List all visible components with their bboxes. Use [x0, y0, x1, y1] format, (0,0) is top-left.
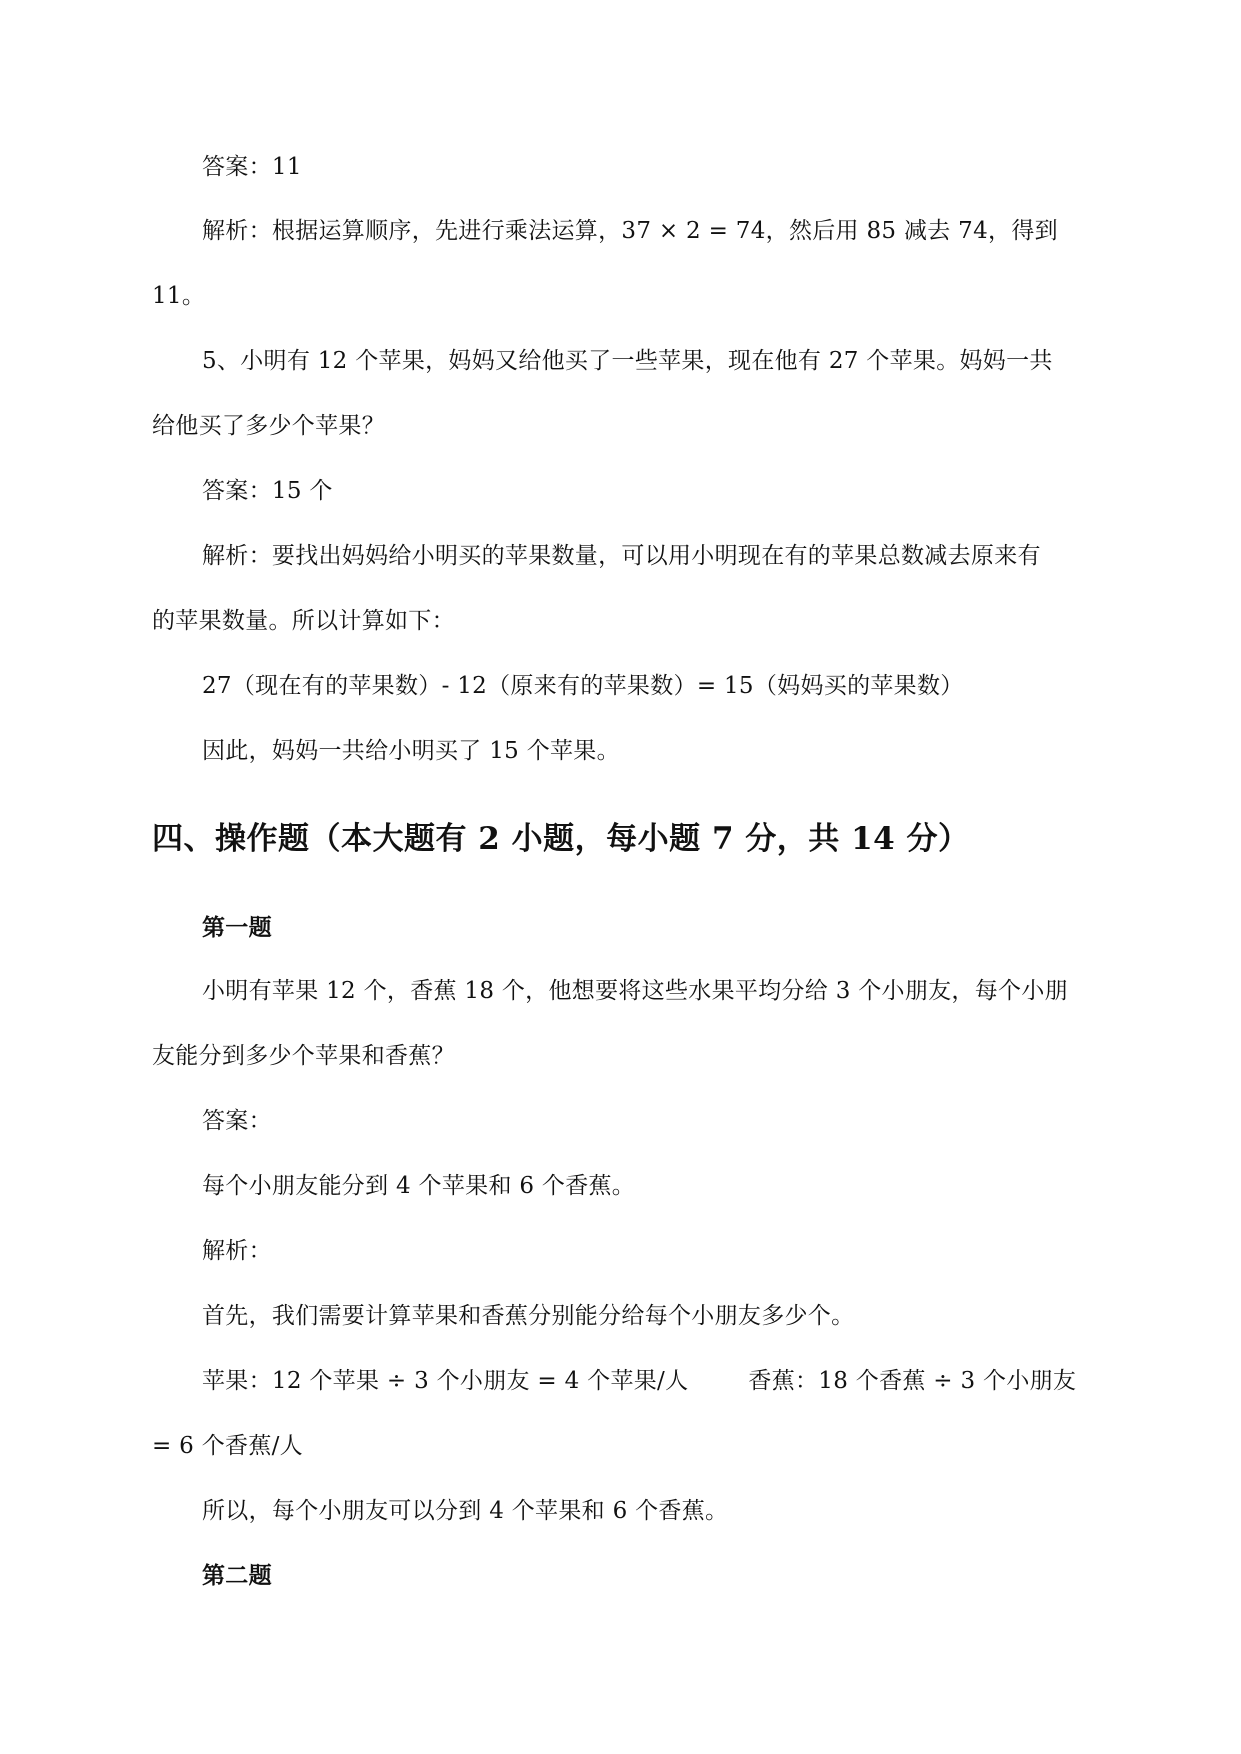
question-1-line-cont: 友能分到多少个苹果和香蕉？ — [152, 1043, 455, 1069]
answer-line: 答案：11 — [202, 154, 302, 180]
question-5-line: 5、小明有 12 个苹果，妈妈又给他买了一些苹果，现在他有 27 个苹果。妈妈一共 — [202, 348, 1053, 374]
calc-banana: 香蕉：18 个香蕉 ÷ 3 个小朋友 — [748, 1368, 1077, 1394]
analysis-line-cont: 11。 — [152, 283, 206, 309]
calc-apple: 苹果：12 个苹果 ÷ 3 个小朋友 = 4 个苹果/人 — [202, 1368, 689, 1394]
question-1-title: 第一题 — [202, 914, 272, 941]
answer-line: 答案：15 个 — [202, 478, 333, 504]
analysis-text: 首先，我们需要计算苹果和香蕉分别能分给每个小朋友多少个。 — [202, 1303, 855, 1329]
analysis-line-cont: 的苹果数量。所以计算如下： — [152, 608, 455, 634]
analysis-label: 解析： — [202, 1238, 272, 1264]
question-2-title: 第二题 — [202, 1562, 272, 1589]
calculation-line-cont: = 6 个香蕉/人 — [152, 1433, 303, 1459]
question-5-line-cont: 给他买了多少个苹果？ — [152, 413, 385, 439]
calculation-line — [202, 1366, 1076, 1396]
section-heading: 四、操作题（本大题有 2 小题，每小题 7 分，共 14 分） — [152, 821, 970, 857]
answer-text: 每个小朋友能分到 4 个苹果和 6 个香蕉。 — [202, 1173, 636, 1199]
question-1-line: 小明有苹果 12 个，香蕉 18 个，他想要将这些水果平均分给 3 个小朋友，每个小朋 — [202, 978, 1068, 1004]
analysis-line: 解析：根据运算顺序，先进行乘法运算，37 × 2 = 74，然后用 85 减去 74，得到 — [202, 218, 1058, 244]
answer-label: 答案： — [202, 1108, 272, 1134]
conclusion-line: 所以，每个小朋友可以分到 4 个苹果和 6 个香蕉。 — [202, 1498, 729, 1524]
analysis-line: 解析：要找出妈妈给小明买的苹果数量，可以用小明现在有的苹果总数减去原来有 — [202, 543, 1041, 569]
calculation-line: 27（现在有的苹果数）- 12（原来有的苹果数）= 15（妈妈买的苹果数） — [202, 673, 964, 699]
conclusion-line: 因此，妈妈一共给小明买了 15 个苹果。 — [202, 738, 620, 764]
